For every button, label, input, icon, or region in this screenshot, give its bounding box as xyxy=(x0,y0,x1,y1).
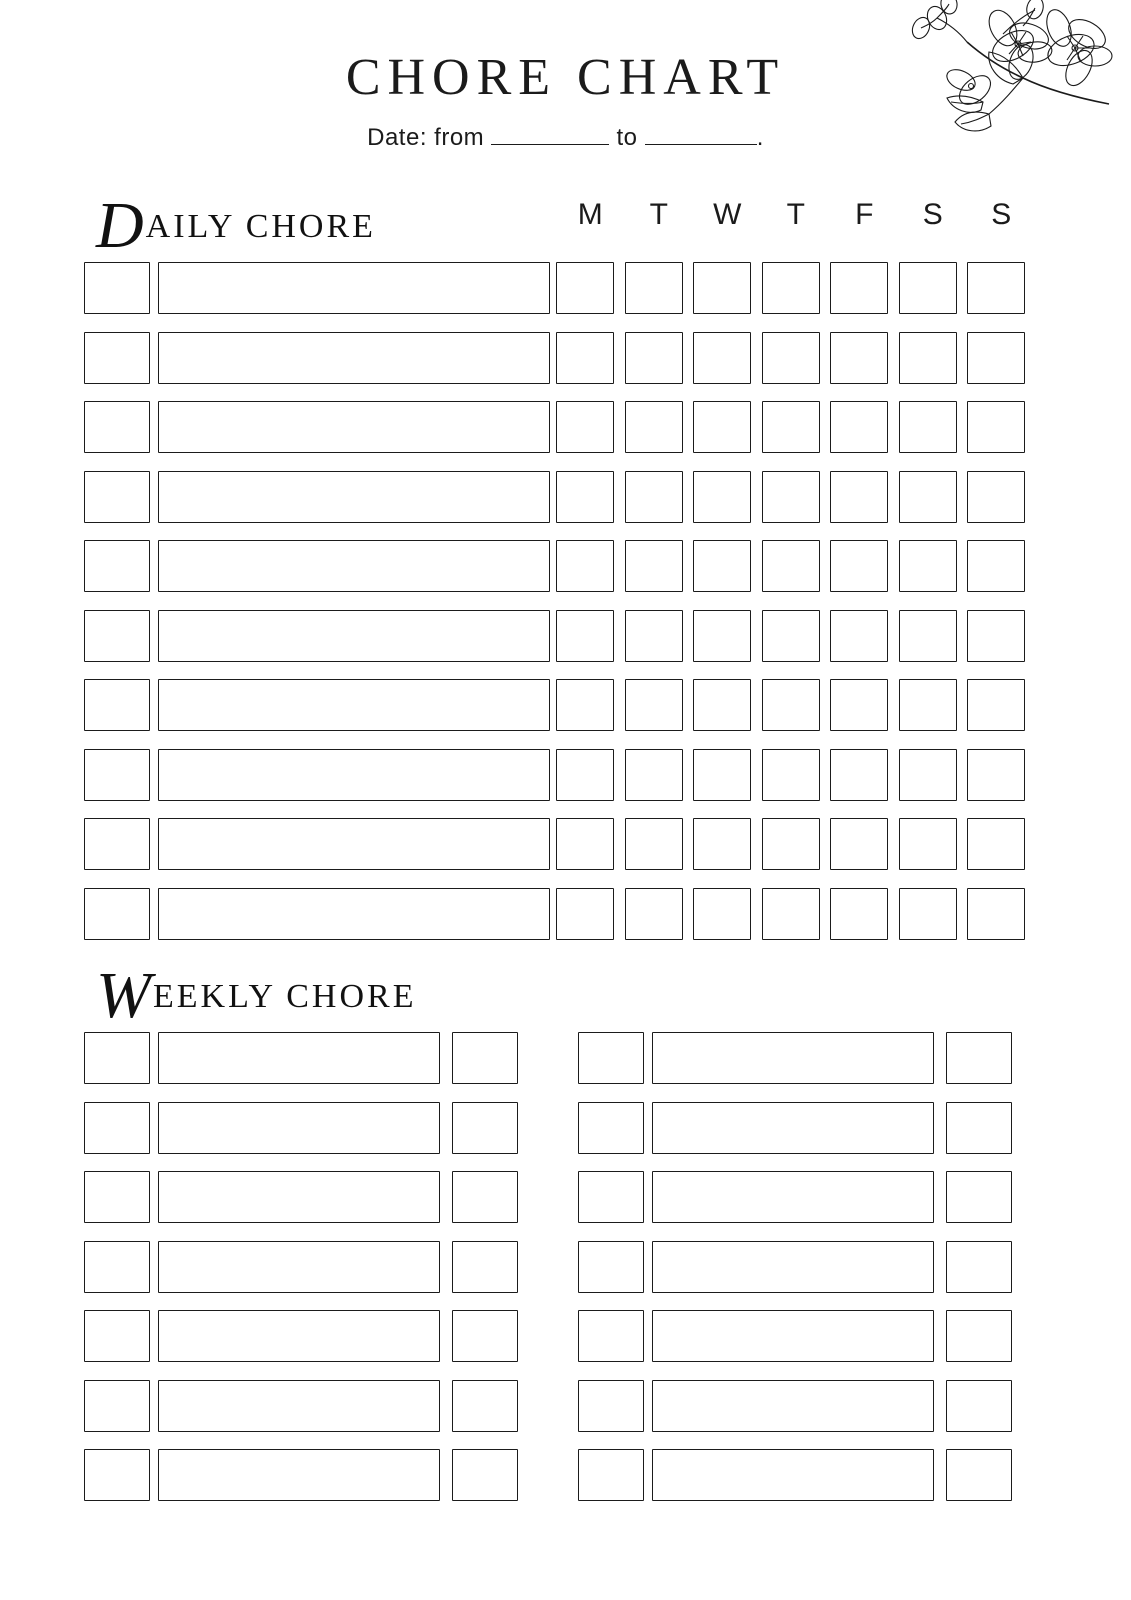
weekly-chore-input[interactable] xyxy=(158,1380,440,1432)
weekly-done-cell[interactable] xyxy=(452,1241,518,1293)
cherry-blossom-branch-icon xyxy=(863,0,1113,154)
daily-day-cell[interactable] xyxy=(830,332,888,384)
daily-day-cell[interactable] xyxy=(625,749,683,801)
daily-day-cell[interactable] xyxy=(899,679,957,731)
daily-row-checkbox[interactable] xyxy=(84,679,150,731)
daily-day-cell[interactable] xyxy=(625,262,683,314)
weekly-chore-input[interactable] xyxy=(652,1032,934,1084)
daily-day-cell[interactable] xyxy=(625,888,683,940)
daily-day-cell[interactable] xyxy=(556,888,614,940)
daily-chore-input[interactable] xyxy=(158,540,550,592)
daily-chore-input[interactable] xyxy=(158,818,550,870)
weekly-done-cell[interactable] xyxy=(946,1310,1012,1362)
daily-day-cell[interactable] xyxy=(556,471,614,523)
daily-day-cell[interactable] xyxy=(625,332,683,384)
daily-day-cell[interactable] xyxy=(693,888,751,940)
daily-row-checkbox[interactable] xyxy=(84,471,150,523)
date-from-label: Date: from xyxy=(367,124,485,151)
daily-day-cell[interactable] xyxy=(762,471,820,523)
weekly-chore-input[interactable] xyxy=(652,1241,934,1293)
daily-day-cell[interactable] xyxy=(967,818,1025,870)
daily-day-cell[interactable] xyxy=(899,540,957,592)
weekly-chore-input[interactable] xyxy=(158,1171,440,1223)
daily-day-cell[interactable] xyxy=(556,262,614,314)
daily-day-cell[interactable] xyxy=(693,610,751,662)
weekly-chore-input[interactable] xyxy=(158,1310,440,1362)
daily-day-cell[interactable] xyxy=(556,610,614,662)
daily-day-cell[interactable] xyxy=(556,401,614,453)
weekly-row-checkbox[interactable] xyxy=(84,1032,150,1084)
daily-day-cell[interactable] xyxy=(556,540,614,592)
weekly-chore-input[interactable] xyxy=(652,1102,934,1154)
weekly-row-checkbox[interactable] xyxy=(578,1032,644,1084)
weekly-done-cell[interactable] xyxy=(452,1449,518,1501)
daily-chore-input[interactable] xyxy=(158,401,550,453)
daily-day-cell[interactable] xyxy=(899,401,957,453)
date-to-label: to xyxy=(616,124,638,151)
weekly-chore-input[interactable] xyxy=(652,1171,934,1223)
weekly-row-checkbox[interactable] xyxy=(84,1241,150,1293)
daily-day-cell[interactable] xyxy=(762,332,820,384)
weekly-row-checkbox[interactable] xyxy=(578,1380,644,1432)
daily-day-cell[interactable] xyxy=(830,401,888,453)
weekly-row-checkbox[interactable] xyxy=(578,1449,644,1501)
weekly-done-cell[interactable] xyxy=(452,1380,518,1432)
daily-row-checkbox[interactable] xyxy=(84,401,150,453)
weekly-chore-input[interactable] xyxy=(158,1032,440,1084)
daily-day-cell[interactable] xyxy=(556,679,614,731)
daily-day-cell[interactable] xyxy=(625,540,683,592)
daily-day-cell[interactable] xyxy=(693,679,751,731)
daily-day-cell[interactable] xyxy=(830,679,888,731)
day-header-thu: T xyxy=(786,198,805,231)
weekly-done-cell[interactable] xyxy=(946,1171,1012,1223)
daily-day-cell[interactable] xyxy=(967,610,1025,662)
daily-day-cell[interactable] xyxy=(830,471,888,523)
daily-day-cell[interactable] xyxy=(625,679,683,731)
daily-day-cell[interactable] xyxy=(625,401,683,453)
weekly-row-checkbox[interactable] xyxy=(578,1171,644,1223)
weekly-done-cell[interactable] xyxy=(452,1171,518,1223)
weekly-row-checkbox[interactable] xyxy=(84,1171,150,1223)
weekly-chore-input[interactable] xyxy=(652,1310,934,1362)
daily-day-cell[interactable] xyxy=(693,471,751,523)
weekly-chore-input[interactable] xyxy=(652,1380,934,1432)
daily-day-cell[interactable] xyxy=(693,749,751,801)
weekly-row-checkbox[interactable] xyxy=(84,1102,150,1154)
daily-day-cell[interactable] xyxy=(830,818,888,870)
daily-day-cell[interactable] xyxy=(556,332,614,384)
daily-day-cell[interactable] xyxy=(967,332,1025,384)
daily-day-cell[interactable] xyxy=(899,610,957,662)
daily-row-checkbox[interactable] xyxy=(84,332,150,384)
daily-day-cell[interactable] xyxy=(762,749,820,801)
daily-day-cell[interactable] xyxy=(556,818,614,870)
daily-day-cell[interactable] xyxy=(556,749,614,801)
weekly-row-checkbox[interactable] xyxy=(578,1310,644,1362)
daily-chore-input[interactable] xyxy=(158,262,550,314)
daily-row-checkbox[interactable] xyxy=(84,749,150,801)
daily-day-cell[interactable] xyxy=(830,262,888,314)
weekly-chore-input[interactable] xyxy=(158,1102,440,1154)
daily-day-cell[interactable] xyxy=(899,888,957,940)
day-header-wed: W xyxy=(713,198,742,231)
daily-row-checkbox[interactable] xyxy=(84,262,150,314)
daily-day-cell[interactable] xyxy=(967,401,1025,453)
weekly-dropcap: W xyxy=(96,959,151,1032)
date-period: . xyxy=(756,124,764,151)
weekly-chore-input[interactable] xyxy=(652,1449,934,1501)
daily-day-cell[interactable] xyxy=(693,818,751,870)
daily-day-cell[interactable] xyxy=(693,262,751,314)
section-heading-daily xyxy=(96,189,376,262)
daily-day-cell[interactable] xyxy=(899,818,957,870)
daily-day-cell[interactable] xyxy=(625,610,683,662)
daily-day-cell[interactable] xyxy=(762,401,820,453)
date-to-input[interactable] xyxy=(645,144,757,145)
weekly-done-cell[interactable] xyxy=(452,1102,518,1154)
daily-day-cell[interactable] xyxy=(762,679,820,731)
daily-row-checkbox[interactable] xyxy=(84,540,150,592)
daily-day-cell[interactable] xyxy=(762,818,820,870)
daily-day-cell[interactable] xyxy=(762,610,820,662)
weekly-done-cell[interactable] xyxy=(946,1102,1012,1154)
daily-day-cell[interactable] xyxy=(899,749,957,801)
weekly-row-checkbox[interactable] xyxy=(84,1310,150,1362)
daily-chore-input[interactable] xyxy=(158,888,550,940)
weekly-heading-text: EEKLY CHORE xyxy=(152,978,417,1015)
daily-day-cell[interactable] xyxy=(830,610,888,662)
daily-day-cell[interactable] xyxy=(693,540,751,592)
daily-dropcap: D xyxy=(96,189,144,262)
day-header-fri: F xyxy=(855,198,874,231)
weekly-row-checkbox[interactable] xyxy=(84,1449,150,1501)
weekly-done-cell[interactable] xyxy=(946,1032,1012,1084)
daily-row-checkbox[interactable] xyxy=(84,818,150,870)
daily-day-cell[interactable] xyxy=(899,471,957,523)
daily-day-cell[interactable] xyxy=(830,749,888,801)
daily-day-cell[interactable] xyxy=(830,540,888,592)
daily-row-checkbox[interactable] xyxy=(84,610,150,662)
day-header-sat: S xyxy=(922,198,943,231)
day-header-sun: S xyxy=(991,198,1012,231)
daily-row-checkbox[interactable] xyxy=(84,888,150,940)
section-heading-weekly xyxy=(96,959,417,1032)
day-header-row xyxy=(556,198,1036,232)
daily-day-cell[interactable] xyxy=(967,749,1025,801)
daily-day-cell[interactable] xyxy=(625,818,683,870)
day-header-mon: M xyxy=(577,198,603,231)
weekly-done-cell[interactable] xyxy=(946,1380,1012,1432)
weekly-done-cell[interactable] xyxy=(946,1449,1012,1501)
daily-day-cell[interactable] xyxy=(967,679,1025,731)
daily-day-cell[interactable] xyxy=(899,332,957,384)
daily-chore-input[interactable] xyxy=(158,610,550,662)
daily-day-cell[interactable] xyxy=(967,262,1025,314)
page-title: CHORE CHART xyxy=(345,49,786,106)
daily-day-cell[interactable] xyxy=(762,888,820,940)
day-header-tue: T xyxy=(649,198,668,231)
daily-day-cell[interactable] xyxy=(762,262,820,314)
daily-day-cell[interactable] xyxy=(693,332,751,384)
weekly-chore-input[interactable] xyxy=(158,1241,440,1293)
daily-day-cell[interactable] xyxy=(762,540,820,592)
daily-chore-input[interactable] xyxy=(158,749,550,801)
daily-chore-input[interactable] xyxy=(158,679,550,731)
weekly-row-checkbox[interactable] xyxy=(84,1380,150,1432)
daily-day-cell[interactable] xyxy=(967,471,1025,523)
daily-day-cell[interactable] xyxy=(967,540,1025,592)
weekly-done-cell[interactable] xyxy=(452,1310,518,1362)
weekly-done-cell[interactable] xyxy=(452,1032,518,1084)
daily-chore-input[interactable] xyxy=(158,471,550,523)
daily-chore-input[interactable] xyxy=(158,332,550,384)
date-from-input[interactable] xyxy=(491,144,609,145)
weekly-chore-input[interactable] xyxy=(158,1449,440,1501)
daily-heading-text: AILY CHORE xyxy=(145,208,376,245)
daily-day-cell[interactable] xyxy=(967,888,1025,940)
weekly-row-checkbox[interactable] xyxy=(578,1241,644,1293)
daily-day-cell[interactable] xyxy=(899,262,957,314)
weekly-done-cell[interactable] xyxy=(946,1241,1012,1293)
daily-day-cell[interactable] xyxy=(830,888,888,940)
daily-day-cell[interactable] xyxy=(625,471,683,523)
weekly-row-checkbox[interactable] xyxy=(578,1102,644,1154)
daily-day-cell[interactable] xyxy=(693,401,751,453)
